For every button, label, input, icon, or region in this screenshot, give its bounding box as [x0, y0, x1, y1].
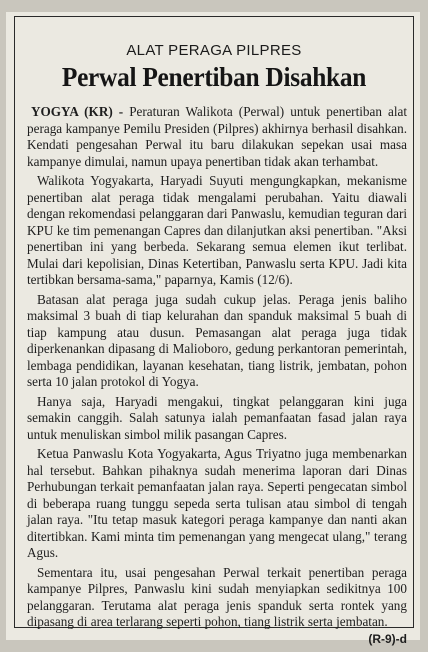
article-kicker: ALAT PERAGA PILPRES [126, 42, 302, 59]
article-paragraph: Hanya saja, Haryadi mengakui, tingkat pelanggaran kini juga semakin canggih. Salah satunya ialah pemanfaatan fasad jalan raya untuk menuliskan simbol milik pasangan Capres. [27, 393, 407, 442]
article-dateline: YOGYA (KR) - [31, 104, 124, 119]
paragraph-text: Sementara itu, usai pengesahan Perwal terkait penertiban peraga kampanye Pilpres, Panwaslu kini sudah menyiapkan sedikitnya 100 pelanggaran. Terutama alat peraga jenis spanduk serta rontek yang dipasang di area terlarang seperti pohon, tiang listrik serta jembatan. [27, 564, 407, 629]
article-body [27, 104, 407, 647]
article-paragraph: Walikota Yogyakarta, Haryadi Suyuti mengungkapkan, mekanisme penertiban alat peraga tidak mengalami perubahan. Yaitu diawali dengan rekomendasi pelanggaran dari Panwaslu, kemudian teguran dari KPU ke tim pemenangan Capres dan dilanjutkan aksi penertiban. "Aksi penertiban ini yang berbeda. Sekarang semua elemen ikut terlibat. Mulai dari kepolisian, Dinas Ketertiban, Panwaslu serta KPU. Jadi kita tertibkan bersama-sama," paparnya, Kamis (12/6). [27, 173, 407, 287]
paragraph-text: Peraturan Walikota (Perwal) untuk penertiban alat peraga kampanye Pemilu Presiden (Pilpres) akhirnya berhasil disahkan. Kendati pengesahan Perwal itu baru dilakukan sepekan usai masa kampanye dimulai, namun upaya penertiban tidak akan terhambat. [27, 104, 408, 169]
article-paragraph: Ketua Panwaslu Kota Yogyakarta, Agus Triyatno juga membenarkan hal tersebut. Bahkan pihaknya sudah menerima laporan dari Dinas Perhubungan terkait pemanfaatan jalan raya. Seperti pengecatan simbol di beberapa ruang tunggu sepeda serta tulisan atau simbol di tengah jalan raya. "Itu tetap masuk kategori peraga kampanye dan nanti akan ditertibkan. Kami minta tim pemenangan yang mengecat ulang," terang Agus. [27, 446, 407, 560]
article-signoff: (R-9)-d [368, 631, 407, 646]
article-paragraph [27, 104, 407, 170]
article-headline: Perwal Penertiban Disahkan [61, 62, 367, 92]
article-paragraph: Batasan alat peraga juga sudah cukup jelas. Peraga jenis baliho maksimal 3 buah di tiap kelurahan dan spanduk maksimal 5 buah di tiap kampung atau dusun. Pemasangan alat peraga juga tidak diperkenankan dipasang di Malioboro, gedung perkantoran pemerintah, lembaga pendidikan, layanan kesehatan, tiang listrik, jembatan, pohon serta 10 jalan protokol di Yogya. [27, 291, 407, 389]
article-paragraph [27, 564, 407, 646]
